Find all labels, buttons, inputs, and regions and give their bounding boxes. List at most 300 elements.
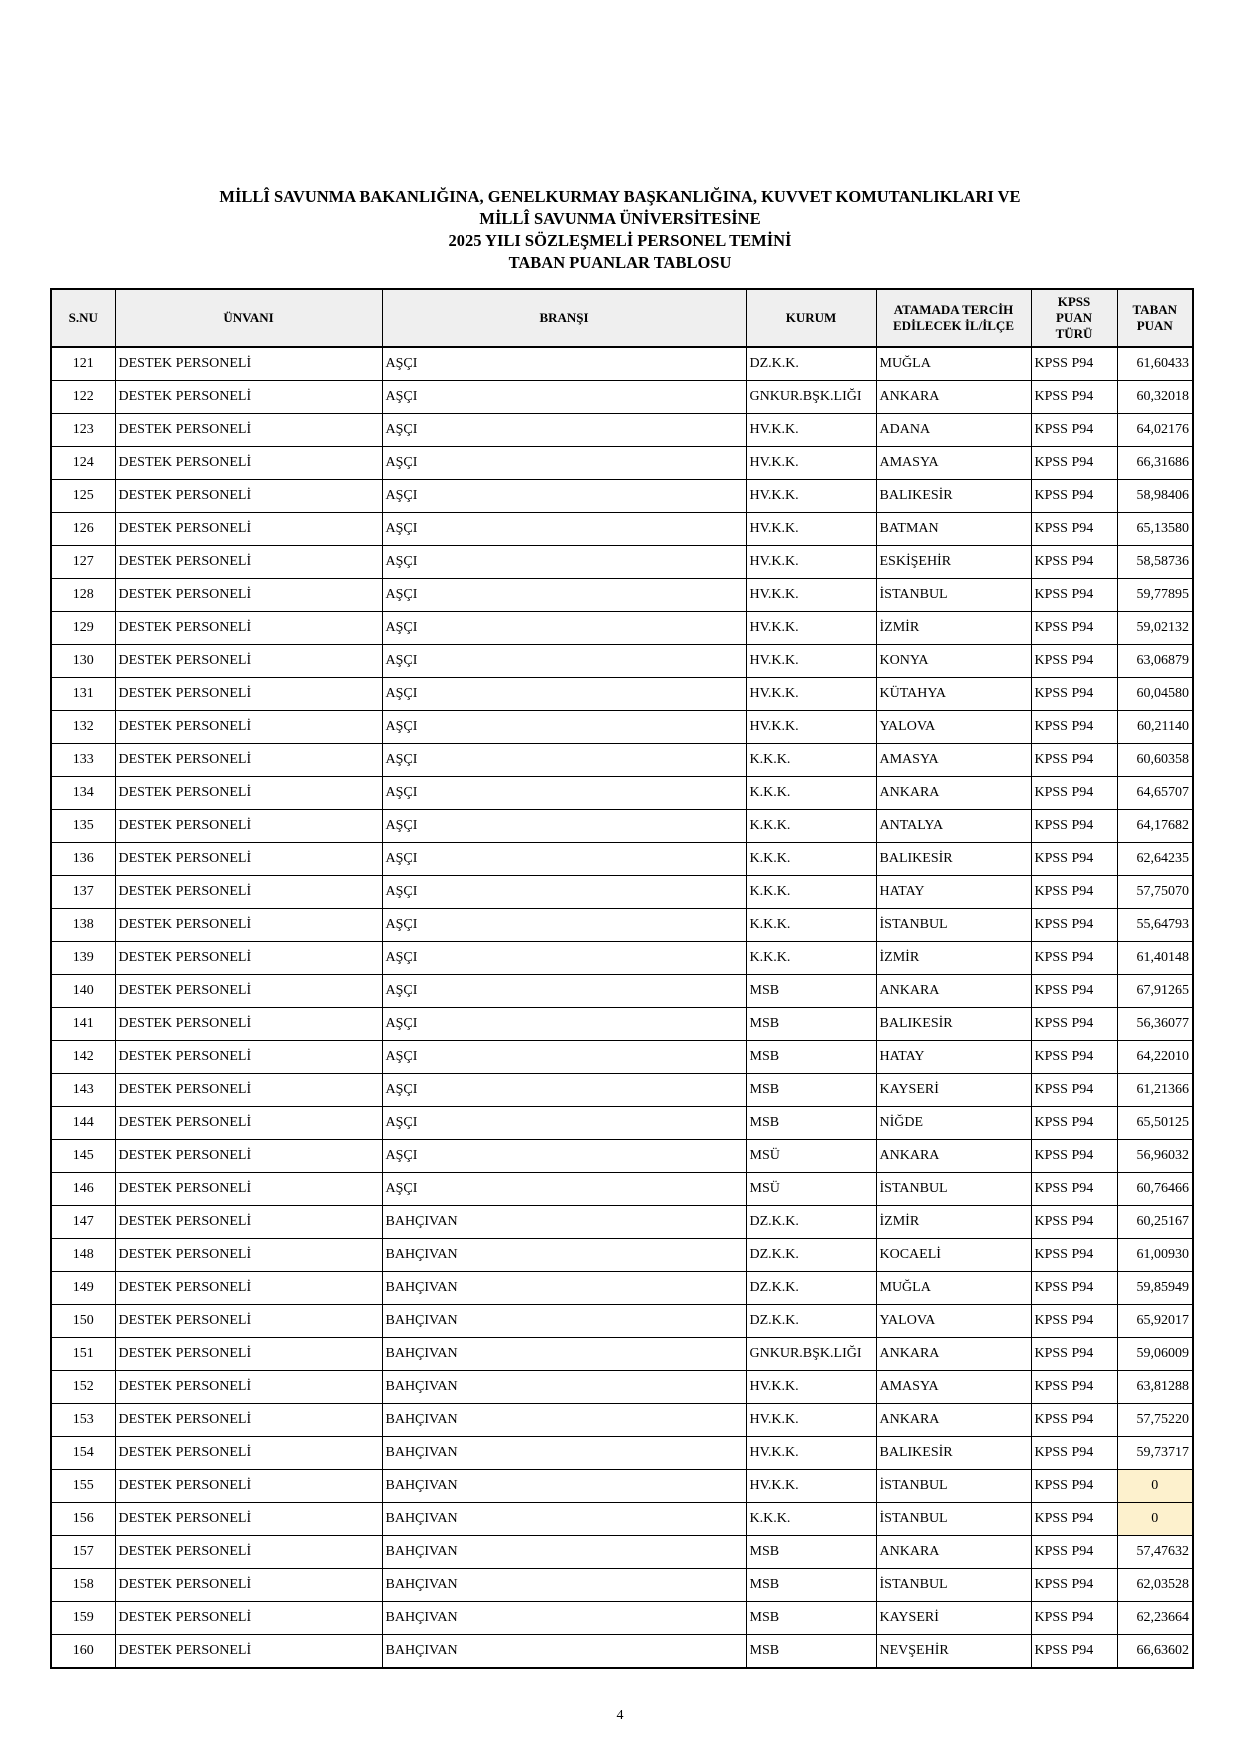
cell-kurum: HV.K.K. [746, 1371, 876, 1404]
cell-taban-puan: 59,73717 [1117, 1437, 1193, 1470]
table-row [51, 744, 1193, 777]
cell-il-ilce: NİĞDE [876, 1107, 1031, 1140]
cell-kpss-puan-turu: KPSS P94 [1031, 1272, 1117, 1305]
table-row [51, 942, 1193, 975]
table-row [51, 381, 1193, 414]
cell-sn: 159 [51, 1602, 115, 1635]
cell-bransi: AŞÇI [382, 381, 746, 414]
table-row [51, 480, 1193, 513]
cell-kpss-puan-turu: KPSS P94 [1031, 744, 1117, 777]
cell-kpss-puan-turu: KPSS P94 [1031, 1569, 1117, 1602]
cell-kurum: MSB [746, 975, 876, 1008]
cell-kurum: HV.K.K. [746, 612, 876, 645]
cell-unvani: DESTEK PERSONELİ [115, 1338, 382, 1371]
cell-taban-puan: 62,23664 [1117, 1602, 1193, 1635]
cell-unvani: DESTEK PERSONELİ [115, 843, 382, 876]
cell-il-ilce: KAYSERİ [876, 1602, 1031, 1635]
cell-bransi: BAHÇIVAN [382, 1272, 746, 1305]
cell-unvani: DESTEK PERSONELİ [115, 447, 382, 480]
cell-bransi: BAHÇIVAN [382, 1536, 746, 1569]
cell-sn: 127 [51, 546, 115, 579]
cell-bransi: AŞÇI [382, 1107, 746, 1140]
cell-taban-puan: 61,60433 [1117, 347, 1193, 381]
cell-unvani: DESTEK PERSONELİ [115, 1635, 382, 1669]
table-row [51, 1371, 1193, 1404]
cell-il-ilce: ANKARA [876, 1536, 1031, 1569]
cell-kurum: HV.K.K. [746, 1404, 876, 1437]
cell-kpss-puan-turu: KPSS P94 [1031, 876, 1117, 909]
table-row [51, 1239, 1193, 1272]
cell-unvani: DESTEK PERSONELİ [115, 975, 382, 1008]
cell-sn: 122 [51, 381, 115, 414]
cell-kpss-puan-turu: KPSS P94 [1031, 942, 1117, 975]
cell-bransi: AŞÇI [382, 1008, 746, 1041]
cell-il-ilce: İSTANBUL [876, 1569, 1031, 1602]
cell-taban-puan: 67,91265 [1117, 975, 1193, 1008]
cell-kurum: HV.K.K. [746, 546, 876, 579]
cell-taban-puan: 60,76466 [1117, 1173, 1193, 1206]
cell-bransi: AŞÇI [382, 975, 746, 1008]
cell-il-ilce: BALIKESİR [876, 1008, 1031, 1041]
cell-il-ilce: YALOVA [876, 1305, 1031, 1338]
cell-kpss-puan-turu: KPSS P94 [1031, 975, 1117, 1008]
cell-taban-puan: 59,06009 [1117, 1338, 1193, 1371]
cell-kpss-puan-turu: KPSS P94 [1031, 1371, 1117, 1404]
table-row [51, 447, 1193, 480]
cell-bransi: AŞÇI [382, 1140, 746, 1173]
table-row [51, 810, 1193, 843]
cell-sn: 153 [51, 1404, 115, 1437]
header-taban-line-2: PUAN [1136, 318, 1173, 333]
cell-unvani: DESTEK PERSONELİ [115, 1437, 382, 1470]
cell-kurum: DZ.K.K. [746, 1305, 876, 1338]
cell-kurum: HV.K.K. [746, 513, 876, 546]
table-row [51, 513, 1193, 546]
cell-unvani: DESTEK PERSONELİ [115, 579, 382, 612]
cell-il-ilce: İSTANBUL [876, 579, 1031, 612]
cell-kpss-puan-turu: KPSS P94 [1031, 909, 1117, 942]
cell-sn: 123 [51, 414, 115, 447]
cell-kurum: DZ.K.K. [746, 1272, 876, 1305]
cell-il-ilce: AMASYA [876, 447, 1031, 480]
cell-kurum: K.K.K. [746, 909, 876, 942]
cell-il-ilce: İSTANBUL [876, 1503, 1031, 1536]
cell-il-ilce: İSTANBUL [876, 1173, 1031, 1206]
header-kpss-line-2: PUAN [1055, 310, 1093, 325]
cell-bransi: BAHÇIVAN [382, 1602, 746, 1635]
cell-bransi: AŞÇI [382, 579, 746, 612]
cell-taban-puan: 58,58736 [1117, 546, 1193, 579]
cell-il-ilce: AMASYA [876, 744, 1031, 777]
cell-kurum: MSÜ [746, 1173, 876, 1206]
cell-taban-puan: 64,02176 [1117, 414, 1193, 447]
cell-taban-puan: 64,22010 [1117, 1041, 1193, 1074]
header-kurum: KURUM [746, 289, 876, 347]
cell-kurum: HV.K.K. [746, 414, 876, 447]
cell-taban-puan: 60,32018 [1117, 381, 1193, 414]
cell-sn: 135 [51, 810, 115, 843]
cell-sn: 137 [51, 876, 115, 909]
cell-kurum: MSB [746, 1041, 876, 1074]
cell-kpss-puan-turu: KPSS P94 [1031, 1008, 1117, 1041]
header-row [51, 289, 1193, 347]
cell-il-ilce: KÜTAHYA [876, 678, 1031, 711]
cell-sn: 160 [51, 1635, 115, 1669]
cell-kurum: MSB [746, 1107, 876, 1140]
cell-taban-puan: 66,63602 [1117, 1635, 1193, 1669]
cell-kurum: K.K.K. [746, 777, 876, 810]
cell-bransi: AŞÇI [382, 777, 746, 810]
cell-unvani: DESTEK PERSONELİ [115, 810, 382, 843]
cell-bransi: BAHÇIVAN [382, 1371, 746, 1404]
table-row [51, 1140, 1193, 1173]
cell-kpss-puan-turu: KPSS P94 [1031, 1041, 1117, 1074]
cell-sn: 132 [51, 711, 115, 744]
header-kpss-puan-turu [1031, 289, 1117, 347]
cell-unvani: DESTEK PERSONELİ [115, 1074, 382, 1107]
cell-unvani: DESTEK PERSONELİ [115, 1272, 382, 1305]
cell-taban-puan: 60,04580 [1117, 678, 1193, 711]
table-row [51, 1173, 1193, 1206]
table-row [51, 777, 1193, 810]
cell-il-ilce: AMASYA [876, 1371, 1031, 1404]
cell-sn: 125 [51, 480, 115, 513]
cell-il-ilce: MUĞLA [876, 1272, 1031, 1305]
cell-kurum: MSB [746, 1074, 876, 1107]
cell-kpss-puan-turu: KPSS P94 [1031, 711, 1117, 744]
cell-sn: 136 [51, 843, 115, 876]
cell-kurum: HV.K.K. [746, 645, 876, 678]
cell-taban-puan: 61,21366 [1117, 1074, 1193, 1107]
cell-taban-puan: 64,17682 [1117, 810, 1193, 843]
cell-il-ilce: KAYSERİ [876, 1074, 1031, 1107]
cell-kpss-puan-turu: KPSS P94 [1031, 777, 1117, 810]
cell-bransi: AŞÇI [382, 909, 746, 942]
cell-sn: 140 [51, 975, 115, 1008]
taban-puanlar-table [50, 288, 1194, 1669]
cell-unvani: DESTEK PERSONELİ [115, 1305, 382, 1338]
cell-bransi: AŞÇI [382, 1041, 746, 1074]
cell-taban-puan: 60,25167 [1117, 1206, 1193, 1239]
table-row [51, 876, 1193, 909]
cell-kpss-puan-turu: KPSS P94 [1031, 480, 1117, 513]
cell-kurum: GNKUR.BŞK.LIĞI [746, 381, 876, 414]
cell-sn: 143 [51, 1074, 115, 1107]
cell-sn: 134 [51, 777, 115, 810]
cell-bransi: AŞÇI [382, 942, 746, 975]
cell-unvani: DESTEK PERSONELİ [115, 1107, 382, 1140]
table-row [51, 678, 1193, 711]
cell-kpss-puan-turu: KPSS P94 [1031, 513, 1117, 546]
table-row [51, 1602, 1193, 1635]
cell-sn: 141 [51, 1008, 115, 1041]
cell-unvani: DESTEK PERSONELİ [115, 1041, 382, 1074]
header-unvani: ÜNVANI [115, 289, 382, 347]
cell-kpss-puan-turu: KPSS P94 [1031, 1338, 1117, 1371]
cell-taban-puan: 56,96032 [1117, 1140, 1193, 1173]
table-row [51, 1041, 1193, 1074]
cell-kurum: MSB [746, 1602, 876, 1635]
cell-il-ilce: HATAY [876, 876, 1031, 909]
cell-kurum: K.K.K. [746, 1503, 876, 1536]
cell-il-ilce: KONYA [876, 645, 1031, 678]
cell-il-ilce: ESKİŞEHİR [876, 546, 1031, 579]
title-line-2: MİLLÎ SAVUNMA ÜNİVERSİTESİNE [479, 209, 761, 228]
cell-il-ilce: MUĞLA [876, 347, 1031, 381]
table-row [51, 1074, 1193, 1107]
title-line-3: 2025 YILI SÖZLEŞMELİ PERSONEL TEMİNİ [448, 231, 792, 250]
cell-taban-puan: 57,47632 [1117, 1536, 1193, 1569]
cell-sn: 128 [51, 579, 115, 612]
cell-sn: 151 [51, 1338, 115, 1371]
table-row [51, 1503, 1193, 1536]
cell-bransi: BAHÇIVAN [382, 1305, 746, 1338]
cell-kurum: HV.K.K. [746, 1470, 876, 1503]
table-row [51, 1404, 1193, 1437]
cell-taban-puan: 62,64235 [1117, 843, 1193, 876]
cell-il-ilce: ADANA [876, 414, 1031, 447]
document-title [0, 186, 1240, 274]
cell-bransi: AŞÇI [382, 1074, 746, 1107]
table-row [51, 1437, 1193, 1470]
table-row [51, 1470, 1193, 1503]
cell-unvani: DESTEK PERSONELİ [115, 942, 382, 975]
cell-kurum: K.K.K. [746, 810, 876, 843]
table-row [51, 843, 1193, 876]
cell-taban-puan: 61,00930 [1117, 1239, 1193, 1272]
table-row [51, 1206, 1193, 1239]
cell-sn: 121 [51, 347, 115, 381]
cell-sn: 142 [51, 1041, 115, 1074]
title-line-4: TABAN PUANLAR TABLOSU [508, 253, 732, 272]
table-row [51, 1338, 1193, 1371]
cell-sn: 155 [51, 1470, 115, 1503]
cell-unvani: DESTEK PERSONELİ [115, 1536, 382, 1569]
cell-bransi: BAHÇIVAN [382, 1470, 746, 1503]
cell-kpss-puan-turu: KPSS P94 [1031, 1140, 1117, 1173]
cell-sn: 133 [51, 744, 115, 777]
cell-sn: 147 [51, 1206, 115, 1239]
cell-unvani: DESTEK PERSONELİ [115, 1569, 382, 1602]
cell-unvani: DESTEK PERSONELİ [115, 1239, 382, 1272]
cell-unvani: DESTEK PERSONELİ [115, 645, 382, 678]
cell-kurum: HV.K.K. [746, 579, 876, 612]
cell-il-ilce: İZMİR [876, 612, 1031, 645]
cell-sn: 124 [51, 447, 115, 480]
cell-il-ilce: İZMİR [876, 1206, 1031, 1239]
cell-kpss-puan-turu: KPSS P94 [1031, 1173, 1117, 1206]
cell-kurum: K.K.K. [746, 843, 876, 876]
cell-sn: 158 [51, 1569, 115, 1602]
cell-il-ilce: BALIKESİR [876, 843, 1031, 876]
cell-kpss-puan-turu: KPSS P94 [1031, 1536, 1117, 1569]
cell-bransi: AŞÇI [382, 678, 746, 711]
cell-unvani: DESTEK PERSONELİ [115, 1602, 382, 1635]
table-row [51, 579, 1193, 612]
cell-sn: 145 [51, 1140, 115, 1173]
cell-kurum: DZ.K.K. [746, 1239, 876, 1272]
cell-taban-puan: 65,50125 [1117, 1107, 1193, 1140]
cell-sn: 152 [51, 1371, 115, 1404]
table-row [51, 1272, 1193, 1305]
cell-kpss-puan-turu: KPSS P94 [1031, 1602, 1117, 1635]
cell-bransi: AŞÇI [382, 810, 746, 843]
cell-il-ilce: HATAY [876, 1041, 1031, 1074]
cell-kurum: MSB [746, 1635, 876, 1669]
table-body [51, 347, 1193, 1668]
cell-kpss-puan-turu: KPSS P94 [1031, 1470, 1117, 1503]
cell-kurum: K.K.K. [746, 942, 876, 975]
cell-kpss-puan-turu: KPSS P94 [1031, 645, 1117, 678]
cell-kurum: DZ.K.K. [746, 347, 876, 381]
cell-kpss-puan-turu: KPSS P94 [1031, 381, 1117, 414]
header-kpss-line-3: TÜRÜ [1055, 326, 1093, 341]
cell-unvani: DESTEK PERSONELİ [115, 744, 382, 777]
cell-il-ilce: ANTALYA [876, 810, 1031, 843]
header-bransi: BRANŞI [382, 289, 746, 347]
header-kpss-line-1: KPSS [1057, 294, 1091, 309]
cell-taban-puan: 59,85949 [1117, 1272, 1193, 1305]
cell-sn: 126 [51, 513, 115, 546]
cell-unvani: DESTEK PERSONELİ [115, 909, 382, 942]
table-row [51, 1536, 1193, 1569]
cell-sn: 131 [51, 678, 115, 711]
cell-kpss-puan-turu: KPSS P94 [1031, 1206, 1117, 1239]
cell-kurum: HV.K.K. [746, 1437, 876, 1470]
cell-unvani: DESTEK PERSONELİ [115, 1206, 382, 1239]
cell-kurum: HV.K.K. [746, 678, 876, 711]
cell-kpss-puan-turu: KPSS P94 [1031, 810, 1117, 843]
header-taban-line-1: TABAN [1132, 302, 1178, 317]
cell-taban-puan: 65,13580 [1117, 513, 1193, 546]
cell-kurum: MSB [746, 1008, 876, 1041]
cell-bransi: AŞÇI [382, 711, 746, 744]
cell-kpss-puan-turu: KPSS P94 [1031, 447, 1117, 480]
cell-bransi: AŞÇI [382, 612, 746, 645]
cell-unvani: DESTEK PERSONELİ [115, 1008, 382, 1041]
cell-sn: 150 [51, 1305, 115, 1338]
cell-bransi: BAHÇIVAN [382, 1338, 746, 1371]
cell-bransi: AŞÇI [382, 744, 746, 777]
cell-taban-puan: 58,98406 [1117, 480, 1193, 513]
cell-unvani: DESTEK PERSONELİ [115, 1404, 382, 1437]
cell-taban-puan: 63,06879 [1117, 645, 1193, 678]
cell-kpss-puan-turu: KPSS P94 [1031, 1635, 1117, 1669]
cell-unvani: DESTEK PERSONELİ [115, 480, 382, 513]
cell-kurum: GNKUR.BŞK.LIĞI [746, 1338, 876, 1371]
table-row [51, 1305, 1193, 1338]
cell-bransi: BAHÇIVAN [382, 1503, 746, 1536]
cell-kpss-puan-turu: KPSS P94 [1031, 1503, 1117, 1536]
cell-unvani: DESTEK PERSONELİ [115, 546, 382, 579]
cell-taban-puan: 55,64793 [1117, 909, 1193, 942]
cell-il-ilce: İZMİR [876, 942, 1031, 975]
cell-kpss-puan-turu: KPSS P94 [1031, 1305, 1117, 1338]
table-row [51, 909, 1193, 942]
cell-taban-puan: 62,03528 [1117, 1569, 1193, 1602]
cell-sn: 156 [51, 1503, 115, 1536]
cell-kurum: DZ.K.K. [746, 1206, 876, 1239]
cell-unvani: DESTEK PERSONELİ [115, 1503, 382, 1536]
table-row [51, 1569, 1193, 1602]
cell-sn: 139 [51, 942, 115, 975]
cell-sn: 138 [51, 909, 115, 942]
cell-kurum: HV.K.K. [746, 447, 876, 480]
cell-taban-puan: 61,40148 [1117, 942, 1193, 975]
cell-kpss-puan-turu: KPSS P94 [1031, 546, 1117, 579]
cell-il-ilce: NEVŞEHİR [876, 1635, 1031, 1669]
cell-taban-puan: 59,02132 [1117, 612, 1193, 645]
cell-kpss-puan-turu: KPSS P94 [1031, 678, 1117, 711]
cell-unvani: DESTEK PERSONELİ [115, 612, 382, 645]
cell-bransi: BAHÇIVAN [382, 1437, 746, 1470]
cell-taban-puan: 56,36077 [1117, 1008, 1193, 1041]
cell-sn: 144 [51, 1107, 115, 1140]
cell-unvani: DESTEK PERSONELİ [115, 381, 382, 414]
table-row [51, 1008, 1193, 1041]
header-taban-puan [1117, 289, 1193, 347]
cell-unvani: DESTEK PERSONELİ [115, 711, 382, 744]
cell-il-ilce: İSTANBUL [876, 909, 1031, 942]
cell-sn: 157 [51, 1536, 115, 1569]
cell-taban-puan: 57,75070 [1117, 876, 1193, 909]
cell-unvani: DESTEK PERSONELİ [115, 513, 382, 546]
table-row [51, 347, 1193, 381]
table-header [51, 289, 1193, 347]
cell-kpss-puan-turu: KPSS P94 [1031, 579, 1117, 612]
cell-taban-puan: 60,60358 [1117, 744, 1193, 777]
cell-bransi: AŞÇI [382, 513, 746, 546]
cell-bransi: AŞÇI [382, 843, 746, 876]
cell-bransi: BAHÇIVAN [382, 1404, 746, 1437]
page-number: 4 [616, 1708, 624, 1723]
cell-bransi: BAHÇIVAN [382, 1206, 746, 1239]
table-row [51, 645, 1193, 678]
cell-kpss-puan-turu: KPSS P94 [1031, 347, 1117, 381]
cell-il-ilce: YALOVA [876, 711, 1031, 744]
cell-il-ilce: BALIKESİR [876, 1437, 1031, 1470]
header-sn: S.NU [51, 289, 115, 347]
table-row [51, 711, 1193, 744]
cell-bransi: AŞÇI [382, 1173, 746, 1206]
cell-taban-puan: 57,75220 [1117, 1404, 1193, 1437]
cell-unvani: DESTEK PERSONELİ [115, 1470, 382, 1503]
cell-kurum: HV.K.K. [746, 480, 876, 513]
cell-il-ilce: ANKARA [876, 777, 1031, 810]
cell-unvani: DESTEK PERSONELİ [115, 1371, 382, 1404]
table-row [51, 1635, 1193, 1669]
header-il-ilce [876, 289, 1031, 347]
cell-unvani: DESTEK PERSONELİ [115, 678, 382, 711]
table-row [51, 414, 1193, 447]
cell-il-ilce: ANKARA [876, 1404, 1031, 1437]
cell-il-ilce: ANKARA [876, 1140, 1031, 1173]
cell-taban-puan: 60,21140 [1117, 711, 1193, 744]
cell-unvani: DESTEK PERSONELİ [115, 777, 382, 810]
cell-bransi: BAHÇIVAN [382, 1239, 746, 1272]
cell-sn: 148 [51, 1239, 115, 1272]
header-il-line-2: EDİLECEK İL/İLÇE [892, 318, 1014, 333]
table-row [51, 546, 1193, 579]
cell-sn: 149 [51, 1272, 115, 1305]
cell-taban-puan: 59,77895 [1117, 579, 1193, 612]
cell-taban-puan: 66,31686 [1117, 447, 1193, 480]
cell-bransi: AŞÇI [382, 480, 746, 513]
cell-kpss-puan-turu: KPSS P94 [1031, 1074, 1117, 1107]
cell-bransi: AŞÇI [382, 447, 746, 480]
cell-sn: 129 [51, 612, 115, 645]
cell-taban-puan: 0 [1117, 1470, 1193, 1503]
